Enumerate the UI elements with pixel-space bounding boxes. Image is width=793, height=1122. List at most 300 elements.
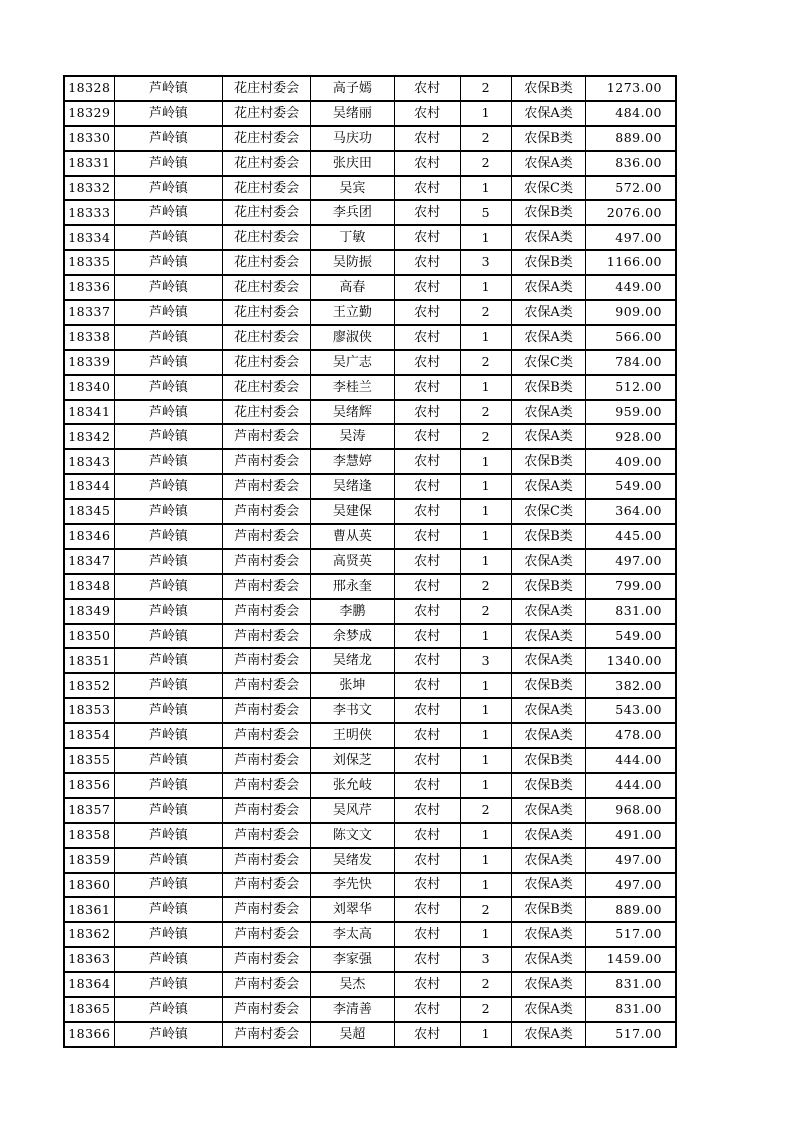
cell-seq: 18331 [64,151,114,176]
cell-amount: 549.00 [586,624,676,649]
cell-household_type: 农村 [394,549,460,574]
table-body [64,76,676,1047]
cell-person_count: 1 [460,474,511,499]
cell-insurance_category: 农保B类 [511,574,585,599]
cell-household_type: 农村 [394,773,460,798]
cell-insurance_category: 农保B类 [511,524,585,549]
cell-person_name: 李鹏 [311,599,394,624]
cell-seq: 18334 [64,225,114,250]
cell-insurance_category: 农保A类 [511,1022,585,1047]
cell-household_type: 农村 [394,126,460,151]
cell-insurance_category: 农保B类 [511,897,585,922]
table-row [64,897,676,922]
cell-person_name: 刘保芝 [311,748,394,773]
cell-insurance_category: 农保A类 [511,275,585,300]
cell-insurance_category: 农保A类 [511,873,585,898]
cell-person_name: 吴绪辉 [311,400,394,425]
cell-person_name: 张坤 [311,673,394,698]
cell-household_type: 农村 [394,997,460,1022]
cell-town: 芦岭镇 [114,972,222,997]
cell-town: 芦岭镇 [114,424,222,449]
cell-person_count: 2 [460,997,511,1022]
cell-person_count: 3 [460,648,511,673]
cell-town: 芦岭镇 [114,673,222,698]
table-row [64,972,676,997]
table-row [64,698,676,723]
cell-person_name: 李桂兰 [311,375,394,400]
cell-village: 芦南村委会 [223,897,311,922]
cell-person_count: 2 [460,424,511,449]
cell-village: 花庄村委会 [223,101,311,126]
cell-person_name: 吴宾 [311,176,394,201]
cell-household_type: 农村 [394,748,460,773]
cell-seq: 18345 [64,499,114,524]
cell-insurance_category: 农保B类 [511,250,585,275]
table-row [64,325,676,350]
cell-seq: 18351 [64,648,114,673]
cell-person_count: 2 [460,798,511,823]
cell-town: 芦岭镇 [114,798,222,823]
cell-seq: 18336 [64,275,114,300]
cell-seq: 18360 [64,873,114,898]
cell-town: 芦岭镇 [114,325,222,350]
cell-household_type: 农村 [394,225,460,250]
cell-seq: 18359 [64,848,114,873]
table-row [64,624,676,649]
cell-town: 芦岭镇 [114,599,222,624]
cell-village: 芦南村委会 [223,873,311,898]
cell-household_type: 农村 [394,250,460,275]
cell-person_count: 2 [460,76,511,101]
cell-amount: 831.00 [586,599,676,624]
cell-town: 芦岭镇 [114,723,222,748]
cell-seq: 18352 [64,673,114,698]
table-row [64,275,676,300]
table-row [64,1022,676,1047]
cell-person_count: 1 [460,499,511,524]
cell-insurance_category: 农保B类 [511,375,585,400]
cell-household_type: 农村 [394,574,460,599]
cell-village: 芦南村委会 [223,599,311,624]
cell-household_type: 农村 [394,1022,460,1047]
cell-household_type: 农村 [394,400,460,425]
cell-village: 花庄村委会 [223,76,311,101]
cell-village: 芦南村委会 [223,673,311,698]
cell-person_name: 吴杰 [311,972,394,997]
cell-amount: 909.00 [586,300,676,325]
cell-village: 花庄村委会 [223,250,311,275]
cell-seq: 18337 [64,300,114,325]
cell-person_count: 1 [460,325,511,350]
cell-village: 花庄村委会 [223,275,311,300]
cell-person_count: 2 [460,300,511,325]
table-row [64,997,676,1022]
table-row [64,474,676,499]
cell-amount: 1459.00 [586,947,676,972]
table-row [64,375,676,400]
cell-person_name: 吴绪丽 [311,101,394,126]
cell-town: 芦岭镇 [114,549,222,574]
cell-village: 花庄村委会 [223,325,311,350]
cell-amount: 543.00 [586,698,676,723]
cell-amount: 445.00 [586,524,676,549]
cell-town: 芦岭镇 [114,997,222,1022]
cell-person_count: 1 [460,723,511,748]
cell-town: 芦岭镇 [114,400,222,425]
cell-amount: 889.00 [586,897,676,922]
cell-person_count: 1 [460,1022,511,1047]
table-row [64,599,676,624]
cell-seq: 18353 [64,698,114,723]
cell-insurance_category: 农保A类 [511,798,585,823]
table-row [64,723,676,748]
cell-person_name: 陈文文 [311,823,394,848]
cell-person_count: 1 [460,449,511,474]
cell-person_name: 吴防振 [311,250,394,275]
cell-person_name: 李书文 [311,698,394,723]
cell-person_count: 2 [460,599,511,624]
table-row [64,151,676,176]
cell-person_count: 2 [460,126,511,151]
cell-person_count: 1 [460,176,511,201]
cell-seq: 18347 [64,549,114,574]
cell-amount: 836.00 [586,151,676,176]
cell-household_type: 农村 [394,873,460,898]
cell-village: 芦南村委会 [223,848,311,873]
cell-insurance_category: 农保B类 [511,449,585,474]
cell-person_name: 吴涛 [311,424,394,449]
table-row [64,773,676,798]
cell-insurance_category: 农保A类 [511,549,585,574]
cell-amount: 449.00 [586,275,676,300]
cell-village: 芦南村委会 [223,947,311,972]
cell-seq: 18361 [64,897,114,922]
cell-amount: 968.00 [586,798,676,823]
cell-seq: 18363 [64,947,114,972]
cell-person_name: 李太高 [311,922,394,947]
cell-amount: 497.00 [586,225,676,250]
cell-town: 芦岭镇 [114,848,222,873]
cell-village: 芦南村委会 [223,624,311,649]
cell-person_count: 2 [460,972,511,997]
cell-insurance_category: 农保A类 [511,424,585,449]
cell-person_count: 2 [460,151,511,176]
cell-amount: 831.00 [586,972,676,997]
table-row [64,798,676,823]
cell-household_type: 农村 [394,424,460,449]
cell-household_type: 农村 [394,76,460,101]
cell-person_name: 余梦成 [311,624,394,649]
cell-town: 芦岭镇 [114,748,222,773]
cell-person_name: 李兵团 [311,200,394,225]
table-row [64,873,676,898]
cell-village: 芦南村委会 [223,524,311,549]
cell-person_name: 曹从英 [311,524,394,549]
cell-amount: 889.00 [586,126,676,151]
cell-person_count: 1 [460,624,511,649]
cell-household_type: 农村 [394,798,460,823]
cell-person_name: 王明侠 [311,723,394,748]
cell-person_count: 2 [460,400,511,425]
cell-amount: 497.00 [586,848,676,873]
cell-insurance_category: 农保B类 [511,126,585,151]
cell-seq: 18328 [64,76,114,101]
cell-village: 芦南村委会 [223,449,311,474]
cell-person_count: 2 [460,897,511,922]
cell-village: 花庄村委会 [223,176,311,201]
cell-person_count: 3 [460,250,511,275]
cell-person_name: 李清善 [311,997,394,1022]
cell-person_count: 1 [460,524,511,549]
cell-insurance_category: 农保A类 [511,648,585,673]
cell-amount: 572.00 [586,176,676,201]
cell-insurance_category: 农保A类 [511,947,585,972]
cell-seq: 18340 [64,375,114,400]
cell-person_name: 吴风芹 [311,798,394,823]
cell-seq: 18330 [64,126,114,151]
cell-town: 芦岭镇 [114,250,222,275]
cell-insurance_category: 农保A类 [511,101,585,126]
cell-household_type: 农村 [394,848,460,873]
cell-household_type: 农村 [394,375,460,400]
cell-town: 芦岭镇 [114,176,222,201]
cell-village: 芦南村委会 [223,748,311,773]
cell-amount: 928.00 [586,424,676,449]
cell-person_name: 吴建保 [311,499,394,524]
cell-household_type: 农村 [394,922,460,947]
table-row [64,499,676,524]
cell-insurance_category: 农保C类 [511,499,585,524]
cell-town: 芦岭镇 [114,225,222,250]
table-row [64,524,676,549]
cell-village: 花庄村委会 [223,151,311,176]
cell-household_type: 农村 [394,599,460,624]
cell-household_type: 农村 [394,648,460,673]
cell-insurance_category: 农保B类 [511,748,585,773]
cell-village: 芦南村委会 [223,424,311,449]
cell-household_type: 农村 [394,151,460,176]
cell-town: 芦岭镇 [114,873,222,898]
table-row [64,673,676,698]
cell-household_type: 农村 [394,972,460,997]
roster-table [63,75,677,1048]
cell-insurance_category: 农保B类 [511,200,585,225]
cell-village: 花庄村委会 [223,200,311,225]
cell-amount: 2076.00 [586,200,676,225]
cell-village: 芦南村委会 [223,798,311,823]
cell-insurance_category: 农保A类 [511,599,585,624]
cell-village: 芦南村委会 [223,474,311,499]
table-row [64,300,676,325]
cell-amount: 517.00 [586,1022,676,1047]
cell-person_name: 张庆田 [311,151,394,176]
cell-seq: 18333 [64,200,114,225]
cell-seq: 18356 [64,773,114,798]
cell-amount: 484.00 [586,101,676,126]
cell-amount: 444.00 [586,748,676,773]
cell-seq: 18343 [64,449,114,474]
cell-village: 芦南村委会 [223,1022,311,1047]
cell-person_name: 李慧婷 [311,449,394,474]
table-row [64,126,676,151]
cell-household_type: 农村 [394,350,460,375]
table-row [64,648,676,673]
cell-village: 花庄村委会 [223,300,311,325]
cell-village: 芦南村委会 [223,648,311,673]
cell-village: 芦南村委会 [223,823,311,848]
cell-amount: 566.00 [586,325,676,350]
cell-person_count: 3 [460,947,511,972]
table-row [64,848,676,873]
cell-person_count: 2 [460,350,511,375]
cell-town: 芦岭镇 [114,773,222,798]
cell-household_type: 农村 [394,300,460,325]
cell-seq: 18342 [64,424,114,449]
cell-village: 花庄村委会 [223,225,311,250]
cell-household_type: 农村 [394,275,460,300]
cell-insurance_category: 农保A类 [511,624,585,649]
cell-insurance_category: 农保A类 [511,723,585,748]
cell-insurance_category: 农保A类 [511,997,585,1022]
cell-seq: 18364 [64,972,114,997]
cell-seq: 18350 [64,624,114,649]
cell-amount: 959.00 [586,400,676,425]
cell-insurance_category: 农保A类 [511,698,585,723]
cell-amount: 549.00 [586,474,676,499]
cell-person_name: 高贤英 [311,549,394,574]
cell-town: 芦岭镇 [114,922,222,947]
cell-amount: 1273.00 [586,76,676,101]
cell-household_type: 农村 [394,449,460,474]
table-row [64,574,676,599]
cell-household_type: 农村 [394,524,460,549]
table-row [64,200,676,225]
cell-person_name: 丁敏 [311,225,394,250]
cell-town: 芦岭镇 [114,624,222,649]
cell-insurance_category: 农保B类 [511,673,585,698]
cell-village: 芦南村委会 [223,997,311,1022]
cell-insurance_category: 农保C类 [511,176,585,201]
cell-person_count: 1 [460,922,511,947]
cell-person_name: 吴绪龙 [311,648,394,673]
cell-insurance_category: 农保A类 [511,400,585,425]
table-row [64,176,676,201]
cell-amount: 784.00 [586,350,676,375]
cell-amount: 1166.00 [586,250,676,275]
cell-seq: 18358 [64,823,114,848]
cell-village: 芦南村委会 [223,723,311,748]
cell-household_type: 农村 [394,698,460,723]
cell-amount: 497.00 [586,873,676,898]
cell-person_count: 1 [460,873,511,898]
cell-person_count: 1 [460,748,511,773]
cell-town: 芦岭镇 [114,499,222,524]
cell-household_type: 农村 [394,723,460,748]
table-row [64,225,676,250]
cell-village: 芦南村委会 [223,773,311,798]
cell-person_count: 5 [460,200,511,225]
cell-person_name: 廖淑侠 [311,325,394,350]
cell-seq: 18357 [64,798,114,823]
cell-person_count: 2 [460,574,511,599]
cell-amount: 517.00 [586,922,676,947]
cell-town: 芦岭镇 [114,574,222,599]
cell-town: 芦岭镇 [114,449,222,474]
cell-amount: 831.00 [586,997,676,1022]
cell-seq: 18366 [64,1022,114,1047]
table-row [64,424,676,449]
cell-person_count: 1 [460,275,511,300]
cell-amount: 478.00 [586,723,676,748]
cell-town: 芦岭镇 [114,524,222,549]
cell-village: 芦南村委会 [223,972,311,997]
cell-person_name: 吴绪发 [311,848,394,873]
cell-seq: 18344 [64,474,114,499]
cell-household_type: 农村 [394,897,460,922]
cell-town: 芦岭镇 [114,200,222,225]
cell-person_count: 1 [460,673,511,698]
cell-village: 芦南村委会 [223,698,311,723]
cell-seq: 18335 [64,250,114,275]
cell-village: 花庄村委会 [223,400,311,425]
cell-village: 芦南村委会 [223,549,311,574]
cell-town: 芦岭镇 [114,350,222,375]
cell-town: 芦岭镇 [114,823,222,848]
cell-person_name: 吴超 [311,1022,394,1047]
cell-household_type: 农村 [394,325,460,350]
cell-town: 芦岭镇 [114,698,222,723]
cell-person_name: 王立勤 [311,300,394,325]
cell-town: 芦岭镇 [114,300,222,325]
cell-seq: 18365 [64,997,114,1022]
cell-town: 芦岭镇 [114,474,222,499]
cell-household_type: 农村 [394,673,460,698]
table-row [64,350,676,375]
cell-town: 芦岭镇 [114,947,222,972]
cell-person_count: 1 [460,823,511,848]
cell-seq: 18332 [64,176,114,201]
cell-household_type: 农村 [394,499,460,524]
cell-amount: 364.00 [586,499,676,524]
table-row [64,250,676,275]
cell-insurance_category: 农保A类 [511,300,585,325]
cell-town: 芦岭镇 [114,126,222,151]
cell-person_name: 高春 [311,275,394,300]
cell-person_name: 李家强 [311,947,394,972]
cell-seq: 18362 [64,922,114,947]
cell-insurance_category: 农保A类 [511,474,585,499]
cell-person_name: 吴广志 [311,350,394,375]
cell-village: 花庄村委会 [223,126,311,151]
cell-household_type: 农村 [394,101,460,126]
cell-insurance_category: 农保A类 [511,823,585,848]
cell-seq: 18339 [64,350,114,375]
cell-insurance_category: 农保A类 [511,922,585,947]
cell-person_name: 张允岐 [311,773,394,798]
cell-town: 芦岭镇 [114,101,222,126]
cell-amount: 512.00 [586,375,676,400]
cell-person_name: 李先快 [311,873,394,898]
cell-insurance_category: 农保B类 [511,773,585,798]
table-row [64,400,676,425]
table-row [64,823,676,848]
cell-seq: 18354 [64,723,114,748]
cell-town: 芦岭镇 [114,1022,222,1047]
table-row [64,947,676,972]
table-row [64,449,676,474]
cell-village: 芦南村委会 [223,574,311,599]
cell-person_name: 马庆功 [311,126,394,151]
